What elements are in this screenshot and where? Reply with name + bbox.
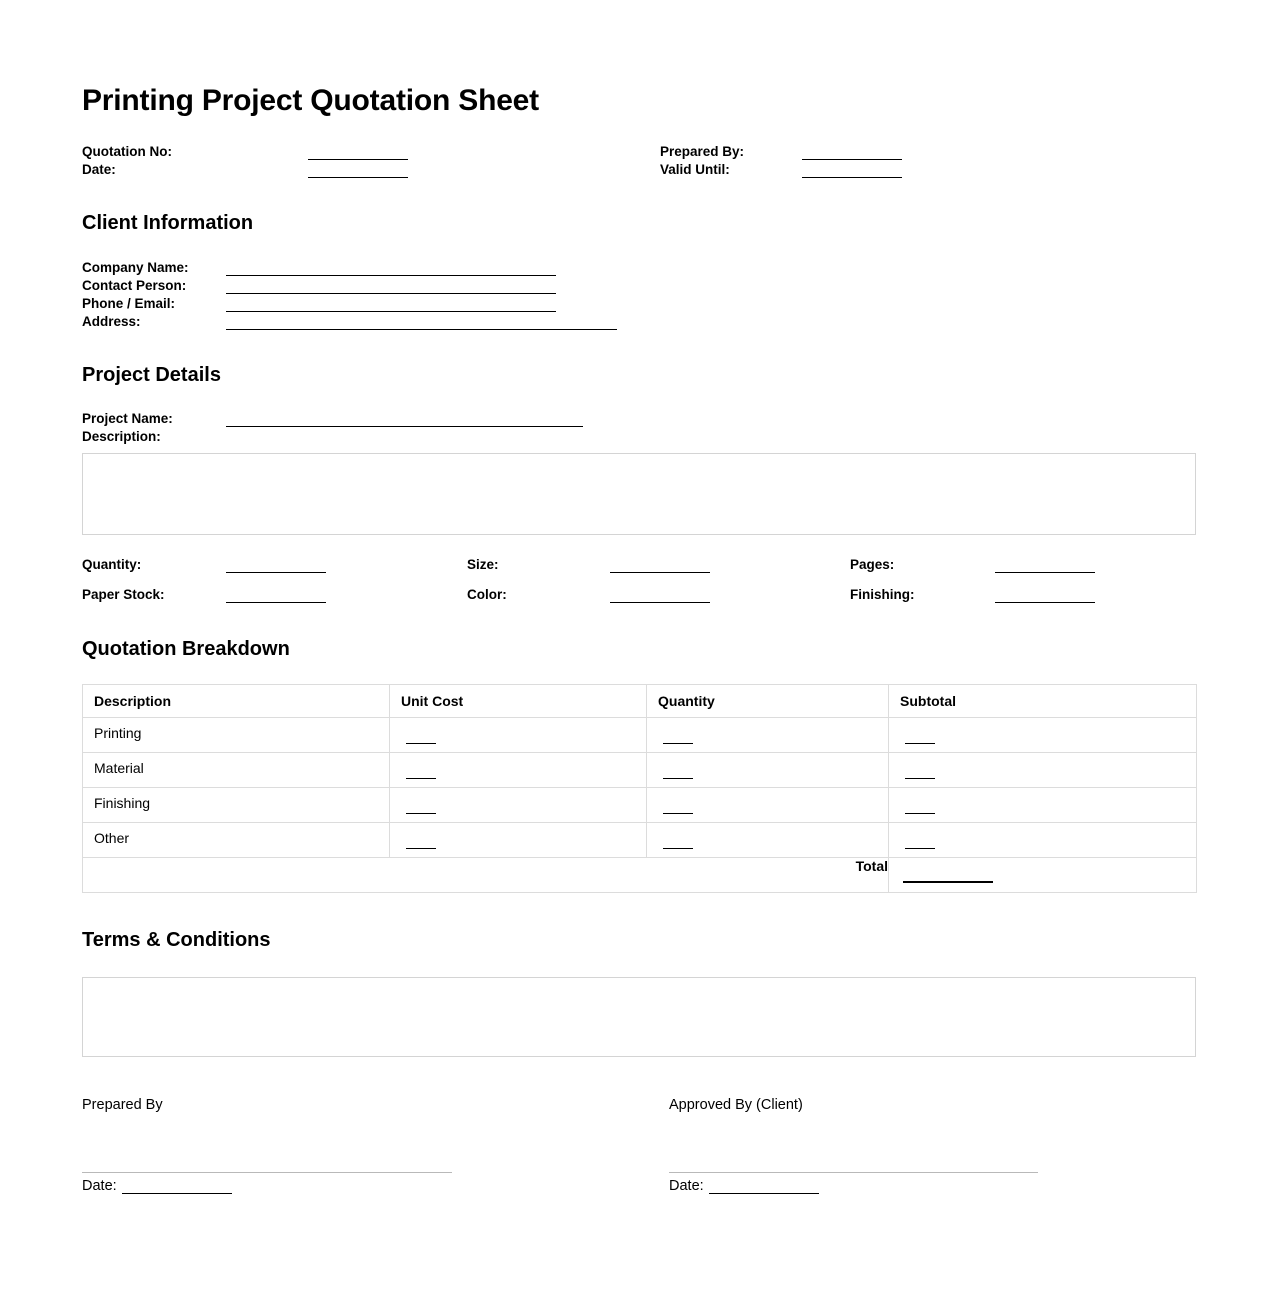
terms-heading: Terms & Conditions — [82, 929, 271, 951]
approved-by-signature-line[interactable] — [669, 1172, 1038, 1173]
company-name-input[interactable] — [226, 275, 556, 276]
unit-cost-blank — [406, 848, 436, 849]
total-value-cell[interactable] — [889, 858, 1197, 893]
phone-email-input[interactable] — [226, 311, 556, 312]
color-label: Color: — [467, 587, 507, 602]
cell-description — [83, 788, 390, 823]
row-label-material: Material — [94, 760, 144, 776]
cell-unit-cost[interactable] — [390, 753, 647, 788]
quotation-breakdown-table — [82, 684, 1197, 893]
cell-quantity[interactable] — [647, 753, 889, 788]
address-input[interactable] — [226, 329, 617, 330]
total-label: Total — [83, 858, 889, 893]
contact-person-input[interactable] — [226, 293, 556, 294]
quantity-blank — [663, 848, 693, 849]
row-label-finishing: Finishing — [94, 795, 151, 811]
cell-unit-cost[interactable] — [390, 788, 647, 823]
approved-by-date-label: Date: — [669, 1178, 704, 1194]
unit-cost-blank — [406, 778, 436, 779]
subtotal-blank — [905, 813, 935, 814]
quantity-blank — [663, 813, 693, 814]
cell-quantity[interactable] — [647, 823, 889, 858]
column-header-quantity: Quantity — [647, 685, 889, 718]
quotation-breakdown-heading: Quotation Breakdown — [82, 638, 290, 660]
unit-cost-blank — [406, 743, 436, 744]
company-name-label: Company Name: — [82, 260, 189, 275]
prepared-by-signature-label: Prepared By — [82, 1097, 163, 1113]
quotation-no-input[interactable] — [308, 159, 408, 160]
approved-by-signature-label: Approved By (Client) — [669, 1097, 803, 1113]
cell-quantity[interactable] — [647, 788, 889, 823]
approved-by-date-input[interactable] — [709, 1193, 819, 1194]
subtotal-blank — [905, 743, 935, 744]
quantity-blank — [663, 743, 693, 744]
table-header-row — [83, 685, 1197, 718]
date-input[interactable] — [308, 177, 408, 178]
cell-quantity[interactable] — [647, 718, 889, 753]
quantity-input[interactable] — [226, 572, 326, 573]
address-label: Address: — [82, 314, 141, 329]
table-total-row — [83, 858, 1197, 893]
valid-until-label: Valid Until: — [660, 162, 730, 177]
column-header-subtotal: Subtotal — [889, 685, 1197, 718]
date-label: Date: — [82, 162, 116, 177]
project-name-input[interactable] — [226, 426, 583, 427]
prepared-by-signature-line[interactable] — [82, 1172, 452, 1173]
column-header-unit-cost: Unit Cost — [390, 685, 647, 718]
unit-cost-blank — [406, 813, 436, 814]
paper-stock-label: Paper Stock: — [82, 587, 165, 602]
cell-subtotal[interactable] — [889, 753, 1197, 788]
contact-person-label: Contact Person: — [82, 278, 187, 293]
finishing-input[interactable] — [995, 602, 1095, 603]
phone-email-label: Phone / Email: — [82, 296, 176, 311]
terms-textarea[interactable] — [82, 977, 1196, 1057]
client-information-heading: Client Information — [82, 212, 254, 234]
cell-subtotal[interactable] — [889, 718, 1197, 753]
valid-until-input[interactable] — [802, 177, 902, 178]
project-details-heading: Project Details — [82, 364, 221, 386]
cell-unit-cost[interactable] — [390, 718, 647, 753]
subtotal-blank — [905, 778, 935, 779]
total-blank — [903, 881, 993, 883]
paper-stock-input[interactable] — [226, 602, 326, 603]
table-row — [83, 823, 1197, 858]
description-label: Description: — [82, 429, 161, 444]
quantity-blank — [663, 778, 693, 779]
row-label-other: Other — [94, 830, 130, 846]
table-row — [83, 788, 1197, 823]
cell-subtotal[interactable] — [889, 788, 1197, 823]
color-input[interactable] — [610, 602, 710, 603]
page-title: Printing Project Quotation Sheet — [82, 84, 539, 117]
finishing-label: Finishing: — [850, 587, 915, 602]
prepared-by-label: Prepared By: — [660, 144, 745, 159]
row-label-printing: Printing — [94, 725, 142, 741]
cell-subtotal[interactable] — [889, 823, 1197, 858]
quantity-label: Quantity: — [82, 557, 142, 572]
cell-description — [83, 823, 390, 858]
pages-label: Pages: — [850, 557, 895, 572]
size-label: Size: — [467, 557, 499, 572]
prepared-by-input[interactable] — [802, 159, 902, 160]
table-row — [83, 718, 1197, 753]
column-header-description: Description — [83, 685, 390, 718]
cell-description — [83, 753, 390, 788]
table-row — [83, 753, 1197, 788]
project-name-label: Project Name: — [82, 411, 173, 426]
subtotal-blank — [905, 848, 935, 849]
size-input[interactable] — [610, 572, 710, 573]
pages-input[interactable] — [995, 572, 1095, 573]
cell-unit-cost[interactable] — [390, 823, 647, 858]
prepared-by-date-input[interactable] — [122, 1193, 232, 1194]
description-textarea[interactable] — [82, 453, 1196, 535]
cell-description — [83, 718, 390, 753]
prepared-by-date-label: Date: — [82, 1178, 117, 1194]
quotation-no-label: Quotation No: — [82, 144, 172, 159]
